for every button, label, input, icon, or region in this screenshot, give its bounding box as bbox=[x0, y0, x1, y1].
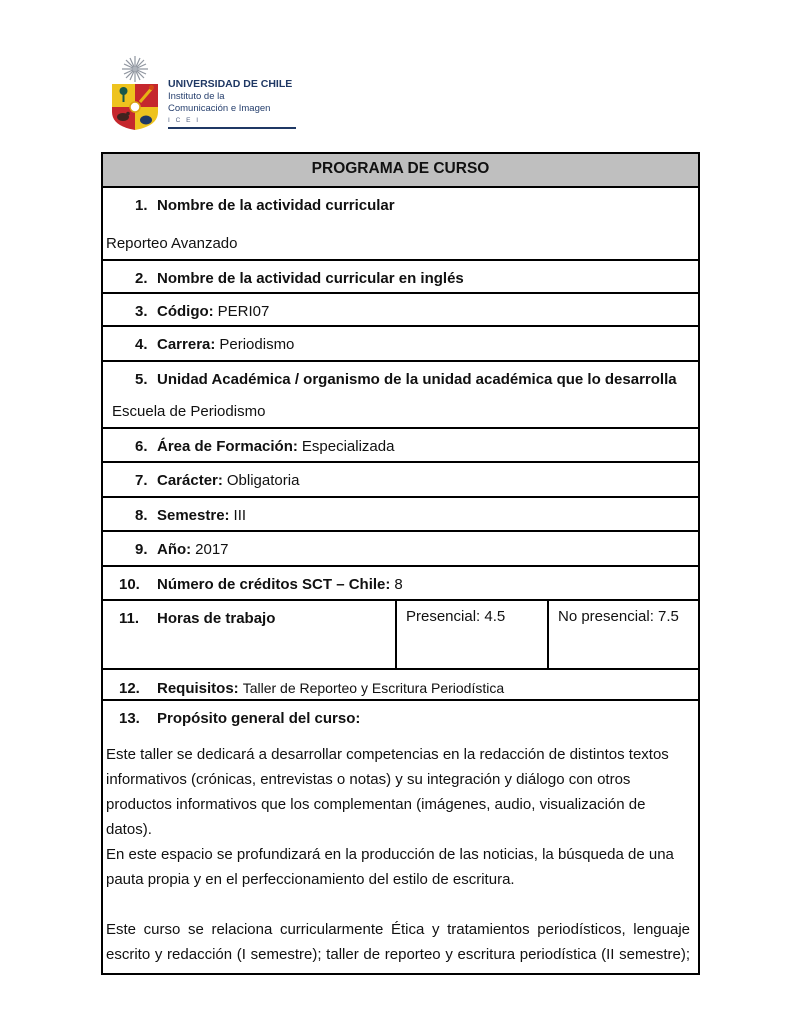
unidad-academica-value: Escuela de Periodismo bbox=[112, 403, 266, 420]
carrera-value: Periodismo bbox=[219, 336, 295, 353]
row-6-label: 6. Área de Formación: Especializada bbox=[135, 438, 395, 455]
no-presencial-cell: No presencial: 7.5 bbox=[547, 601, 698, 668]
row-horas-trabajo bbox=[103, 599, 698, 668]
row-area-formacion bbox=[103, 427, 698, 461]
codigo-value: PERI07 bbox=[217, 303, 270, 320]
row-carrera bbox=[103, 325, 698, 360]
logo-acronym: I C E I bbox=[168, 117, 201, 124]
logo-university-name: UNIVERSIDAD DE CHILE bbox=[168, 78, 293, 90]
creditos-value: 8 bbox=[394, 576, 403, 593]
row-2-label: 2. Nombre de la actividad curricular en inglés bbox=[135, 270, 464, 287]
row-8-label: 8. Semestre: III bbox=[135, 507, 247, 524]
row-semestre bbox=[103, 496, 698, 530]
row-11-label: 11. Horas de trabajo bbox=[119, 610, 276, 627]
caracter-value: Obligatoria bbox=[226, 472, 300, 489]
row-ano bbox=[103, 530, 698, 565]
row-requisitos bbox=[103, 668, 698, 699]
row-unidad-academica bbox=[103, 360, 698, 427]
presencial-cell: Presencial: 4.5 bbox=[395, 601, 547, 668]
logo-institute-line2: Comunicación e Imagen bbox=[168, 103, 271, 114]
course-program-table bbox=[101, 152, 700, 975]
row-10-label: 10. Número de créditos SCT – Chile: 8 bbox=[119, 576, 403, 593]
course-name-value: Reporteo Avanzado bbox=[106, 235, 238, 252]
row-4-label: 4. Carrera: Periodismo bbox=[135, 336, 295, 353]
logo-institute-line1: Instituto de la bbox=[168, 91, 225, 102]
row-7-label: 7. Carácter: Obligatoria bbox=[135, 472, 300, 489]
university-crest-icon bbox=[108, 54, 162, 132]
horas-trabajo-cell bbox=[103, 601, 395, 668]
university-logo bbox=[108, 54, 296, 132]
row-nombre-actividad bbox=[103, 186, 698, 259]
table-title: PROGRAMA DE CURSO bbox=[103, 154, 698, 186]
requisitos-value: Taller de Reporteo y Escritura Periodística bbox=[242, 680, 505, 696]
row-9-label: 9. Año: 2017 bbox=[135, 541, 229, 558]
logo-text-block bbox=[168, 78, 296, 129]
area-formacion-value: Especializada bbox=[301, 438, 395, 455]
proposito-paragraph-1: Este taller se dedicará a desarrollar competencias en la redacción de distintos textos informativos (crónicas, entrevistas o notas) y su integración y diálogo con otros productos informativos que los complementan (imágenes, audio, visualización de datos). bbox=[106, 746, 669, 838]
row-12-label: 12. Requisitos: Taller de Reporteo y Escritura Periodística bbox=[119, 680, 505, 697]
ano-value: 2017 bbox=[195, 541, 229, 558]
row-proposito bbox=[103, 699, 698, 973]
row-caracter bbox=[103, 461, 698, 496]
proposito-paragraph-3: Este curso se relaciona curricularmente Ética y tratamientos periodísticos, lenguaje escrito y redacción (I semestre); taller de reporteo y escritura periodística (II semestre); bbox=[106, 921, 690, 963]
row-1-label: 1. Nombre de la actividad curricular bbox=[135, 197, 395, 214]
row-13-label: 13. Propósito general del curso: bbox=[119, 710, 361, 727]
row-creditos bbox=[103, 565, 698, 599]
proposito-paragraph-2: En este espacio se profundizará en la producción de las noticias, la búsqueda de una pauta propia y en el perfeccionamiento del estilo de escritura. bbox=[106, 846, 674, 888]
row-3-label: 3. Código: PERI07 bbox=[135, 303, 270, 320]
row-5-label: 5. Unidad Académica / organismo de la unidad académica que lo desarrolla bbox=[135, 371, 677, 388]
row-codigo bbox=[103, 292, 698, 325]
semestre-value: III bbox=[233, 507, 247, 524]
row-nombre-ingles bbox=[103, 259, 698, 292]
